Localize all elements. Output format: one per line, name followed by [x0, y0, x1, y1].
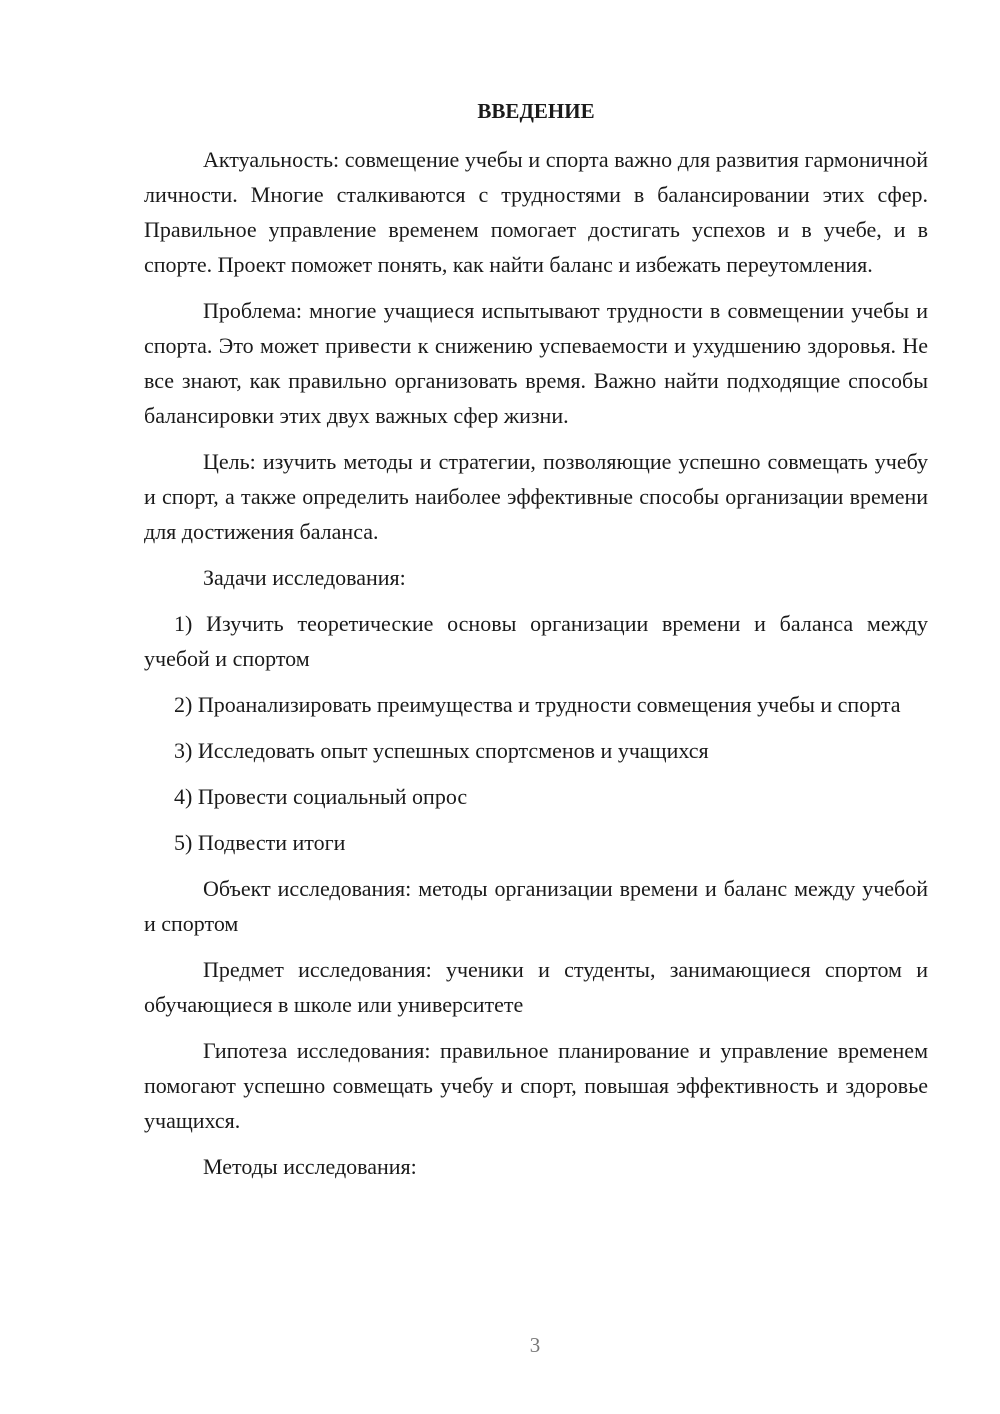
page-number: 3: [529, 1333, 541, 1357]
paragraph-hypothesis: Гипотеза исследования: правильное планирование и управление временем помогают успешно совмещать учебу и спорт, повышая эффективность и здоровье учащихся.: [144, 1038, 928, 1133]
page-title: ВВЕДЕНИЕ: [477, 99, 595, 123]
paragraph-subject: Предмет исследования: ученики и студенты, занимающиеся спортом и обучающиеся в школе или университете: [144, 957, 928, 1017]
task-item-4: 4) Провести социальный опрос: [174, 784, 468, 809]
paragraph-problem: Проблема: многие учащиеся испытывают трудности в совмещении учебы и спорта. Это может привести к снижению успеваемости и ухудшению здоровья. Не все знают, как правильно организовать время. Важно найти подходящие способы балансировки этих двух важных сфер жизни.: [144, 298, 928, 428]
paragraph-relevance: Актуальность: совмещение учебы и спорта важно для развития гармоничной личности. Многие сталкиваются с трудностями в балансировании этих сфер. Правильное управление временем помогает достигать успехов и в учебе, и в спорте. Проект поможет понять, как найти баланс и избежать переутомления.: [144, 147, 928, 277]
task-item-3: 3) Исследовать опыт успешных спортсменов и учащихся: [174, 738, 709, 763]
task-item-2: 2) Проанализировать преимущества и трудности совмещения учебы и спорта: [174, 692, 901, 717]
tasks-title: Задачи исследования:: [203, 565, 406, 590]
task-item-1: 1) Изучить теоретические основы организации времени и баланса между учебой и спортом: [144, 611, 928, 671]
task-item-5: 5) Подвести итоги: [174, 830, 346, 855]
document-page: [144, 96, 928, 1195]
methods-title: Методы исследования:: [203, 1154, 417, 1179]
paragraph-object: Объект исследования: методы организации времени и баланс между учебой и спортом: [144, 876, 928, 936]
paragraph-goal: Цель: изучить методы и стратегии, позволяющие успешно совмещать учебу и спорт, а также определить наиболее эффективные способы организации времени для достижения баланса.: [144, 449, 928, 544]
